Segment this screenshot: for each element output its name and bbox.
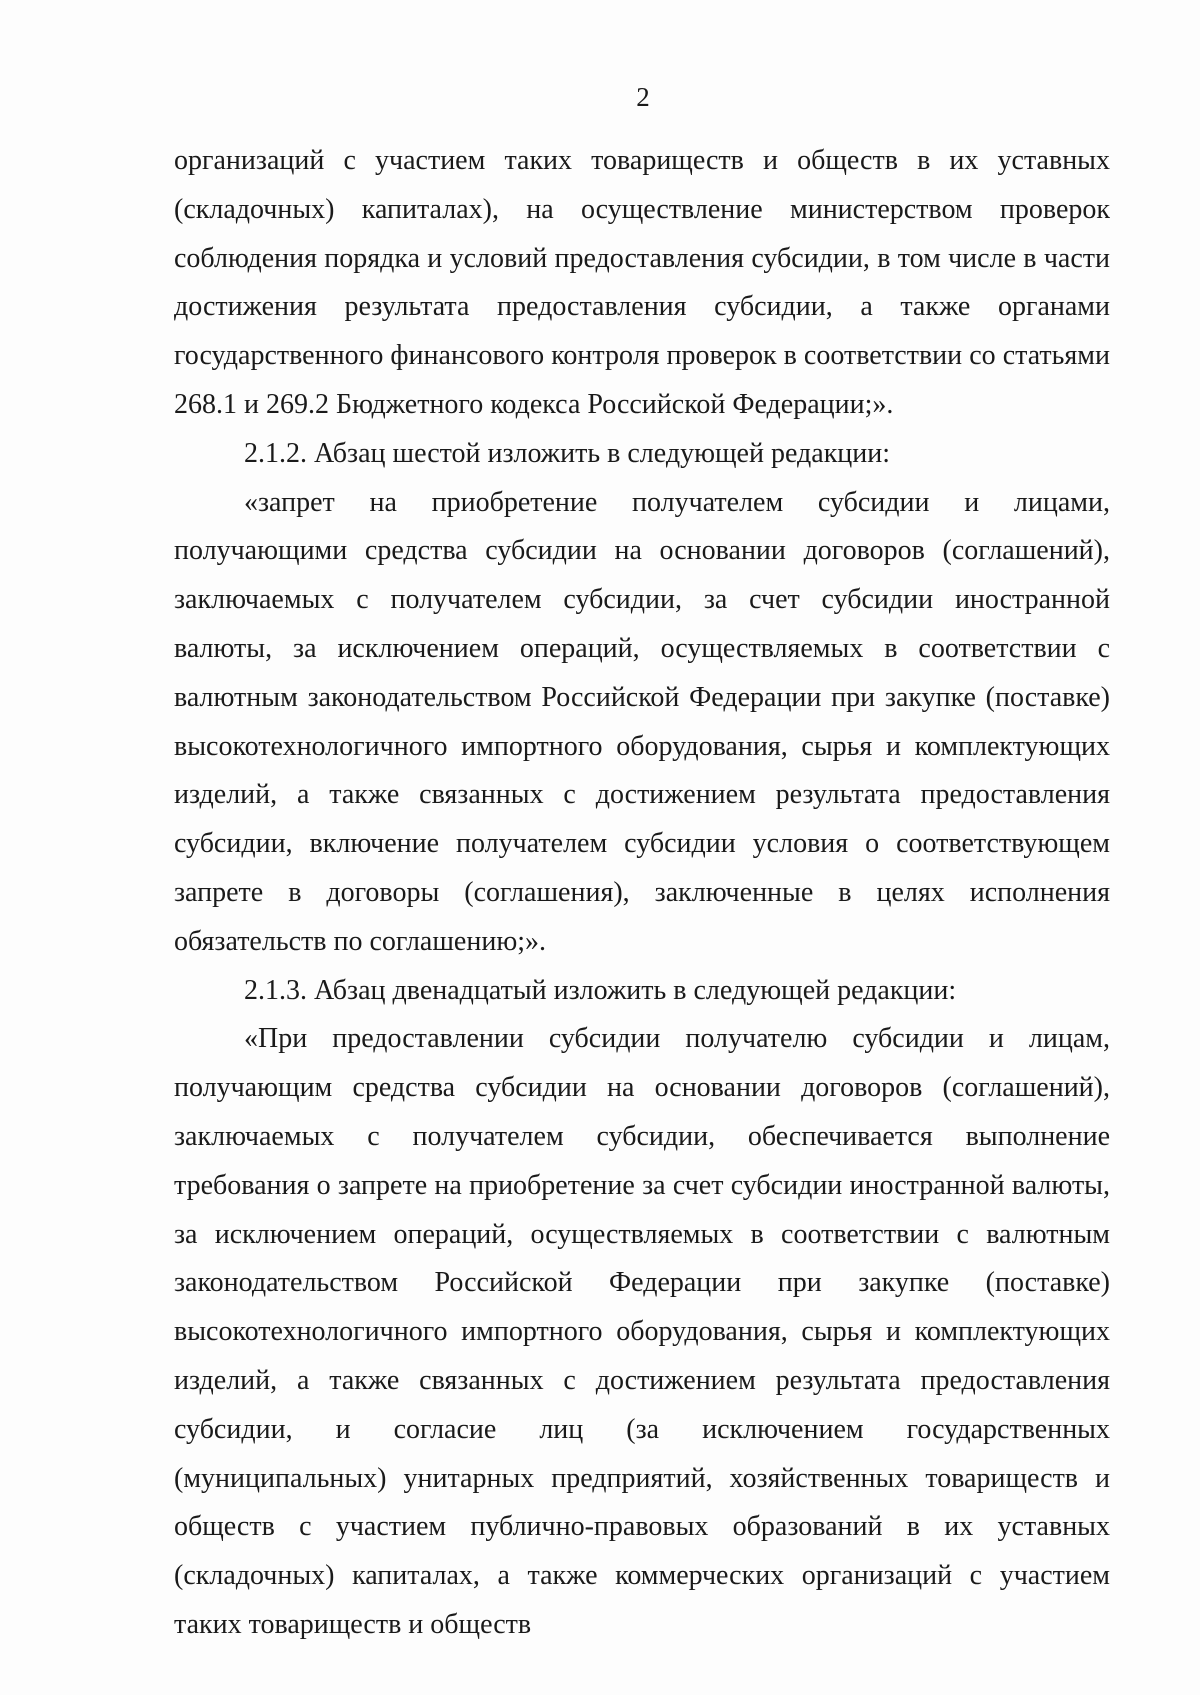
document-body	[174, 137, 1110, 1650]
paragraph-quote-prohibition: «запрет на приобретение получателем субсидии и лицами, получающими средства субсидии на основании договоров (соглашений), заключаемых с получателем субсидии, за счет субсидии иностранной валюты, за исключением операций, осуществляемых в соответствии с валютным законодательством Российской Федерации при закупке (поставке) высокотехнологичного импортного оборудования, сырья и комплектующих изделий, а также связанных с достижением результата предоставления субсидии, включение получателем субсидии условия о соответствующем запрете в договоры (соглашения), заключенные в целях исполнения обязательств по соглашению;».	[174, 486, 1110, 957]
page-number: 2	[636, 82, 650, 112]
paragraph-quote-provision: «При предоставлении субсидии получателю субсидии и лицам, получающим средства субсидии на основании договоров (соглашений), заключаемых с получателем субсидии, обеспечивается выполнение требования о запрете на приобретение за счет субсидии иностранной валюты, за исключением операций, осуществляемых в соответствии с валютным законодательством Российской Федерации при закупке (поставке) высокотехнологичного импортного оборудования, сырья и комплектующих изделий, а также связанных с достижением результата предоставления субсидии, и согласие лиц (за исключением государственных (муниципальных) унитарных предприятий, хозяйственных товариществ и обществ с участием публично-правовых образований в их уставных (складочных) капиталах, а также коммерческих организаций с участием таких товариществ и обществ	[174, 1023, 1110, 1640]
paragraph-item-2-1-2: 2.1.2. Абзац шестой изложить в следующей редакции:	[244, 437, 891, 469]
paragraph-item-2-1-3: 2.1.3. Абзац двенадцатый изложить в следующей редакции:	[244, 974, 957, 1006]
paragraph-continuation: организаций с участием таких товариществ и обществ в их уставных (складочных) капиталах), на осуществление министерством проверок соблюдения порядка и условий предоставления субсидии, в том числе в части достижения результата предоставления субсидии, а также органами государственного финансового контроля проверок в соответствии со статьями 268.1 и 269.2 Бюджетного кодекса Российской Федерации;».	[174, 145, 1110, 420]
